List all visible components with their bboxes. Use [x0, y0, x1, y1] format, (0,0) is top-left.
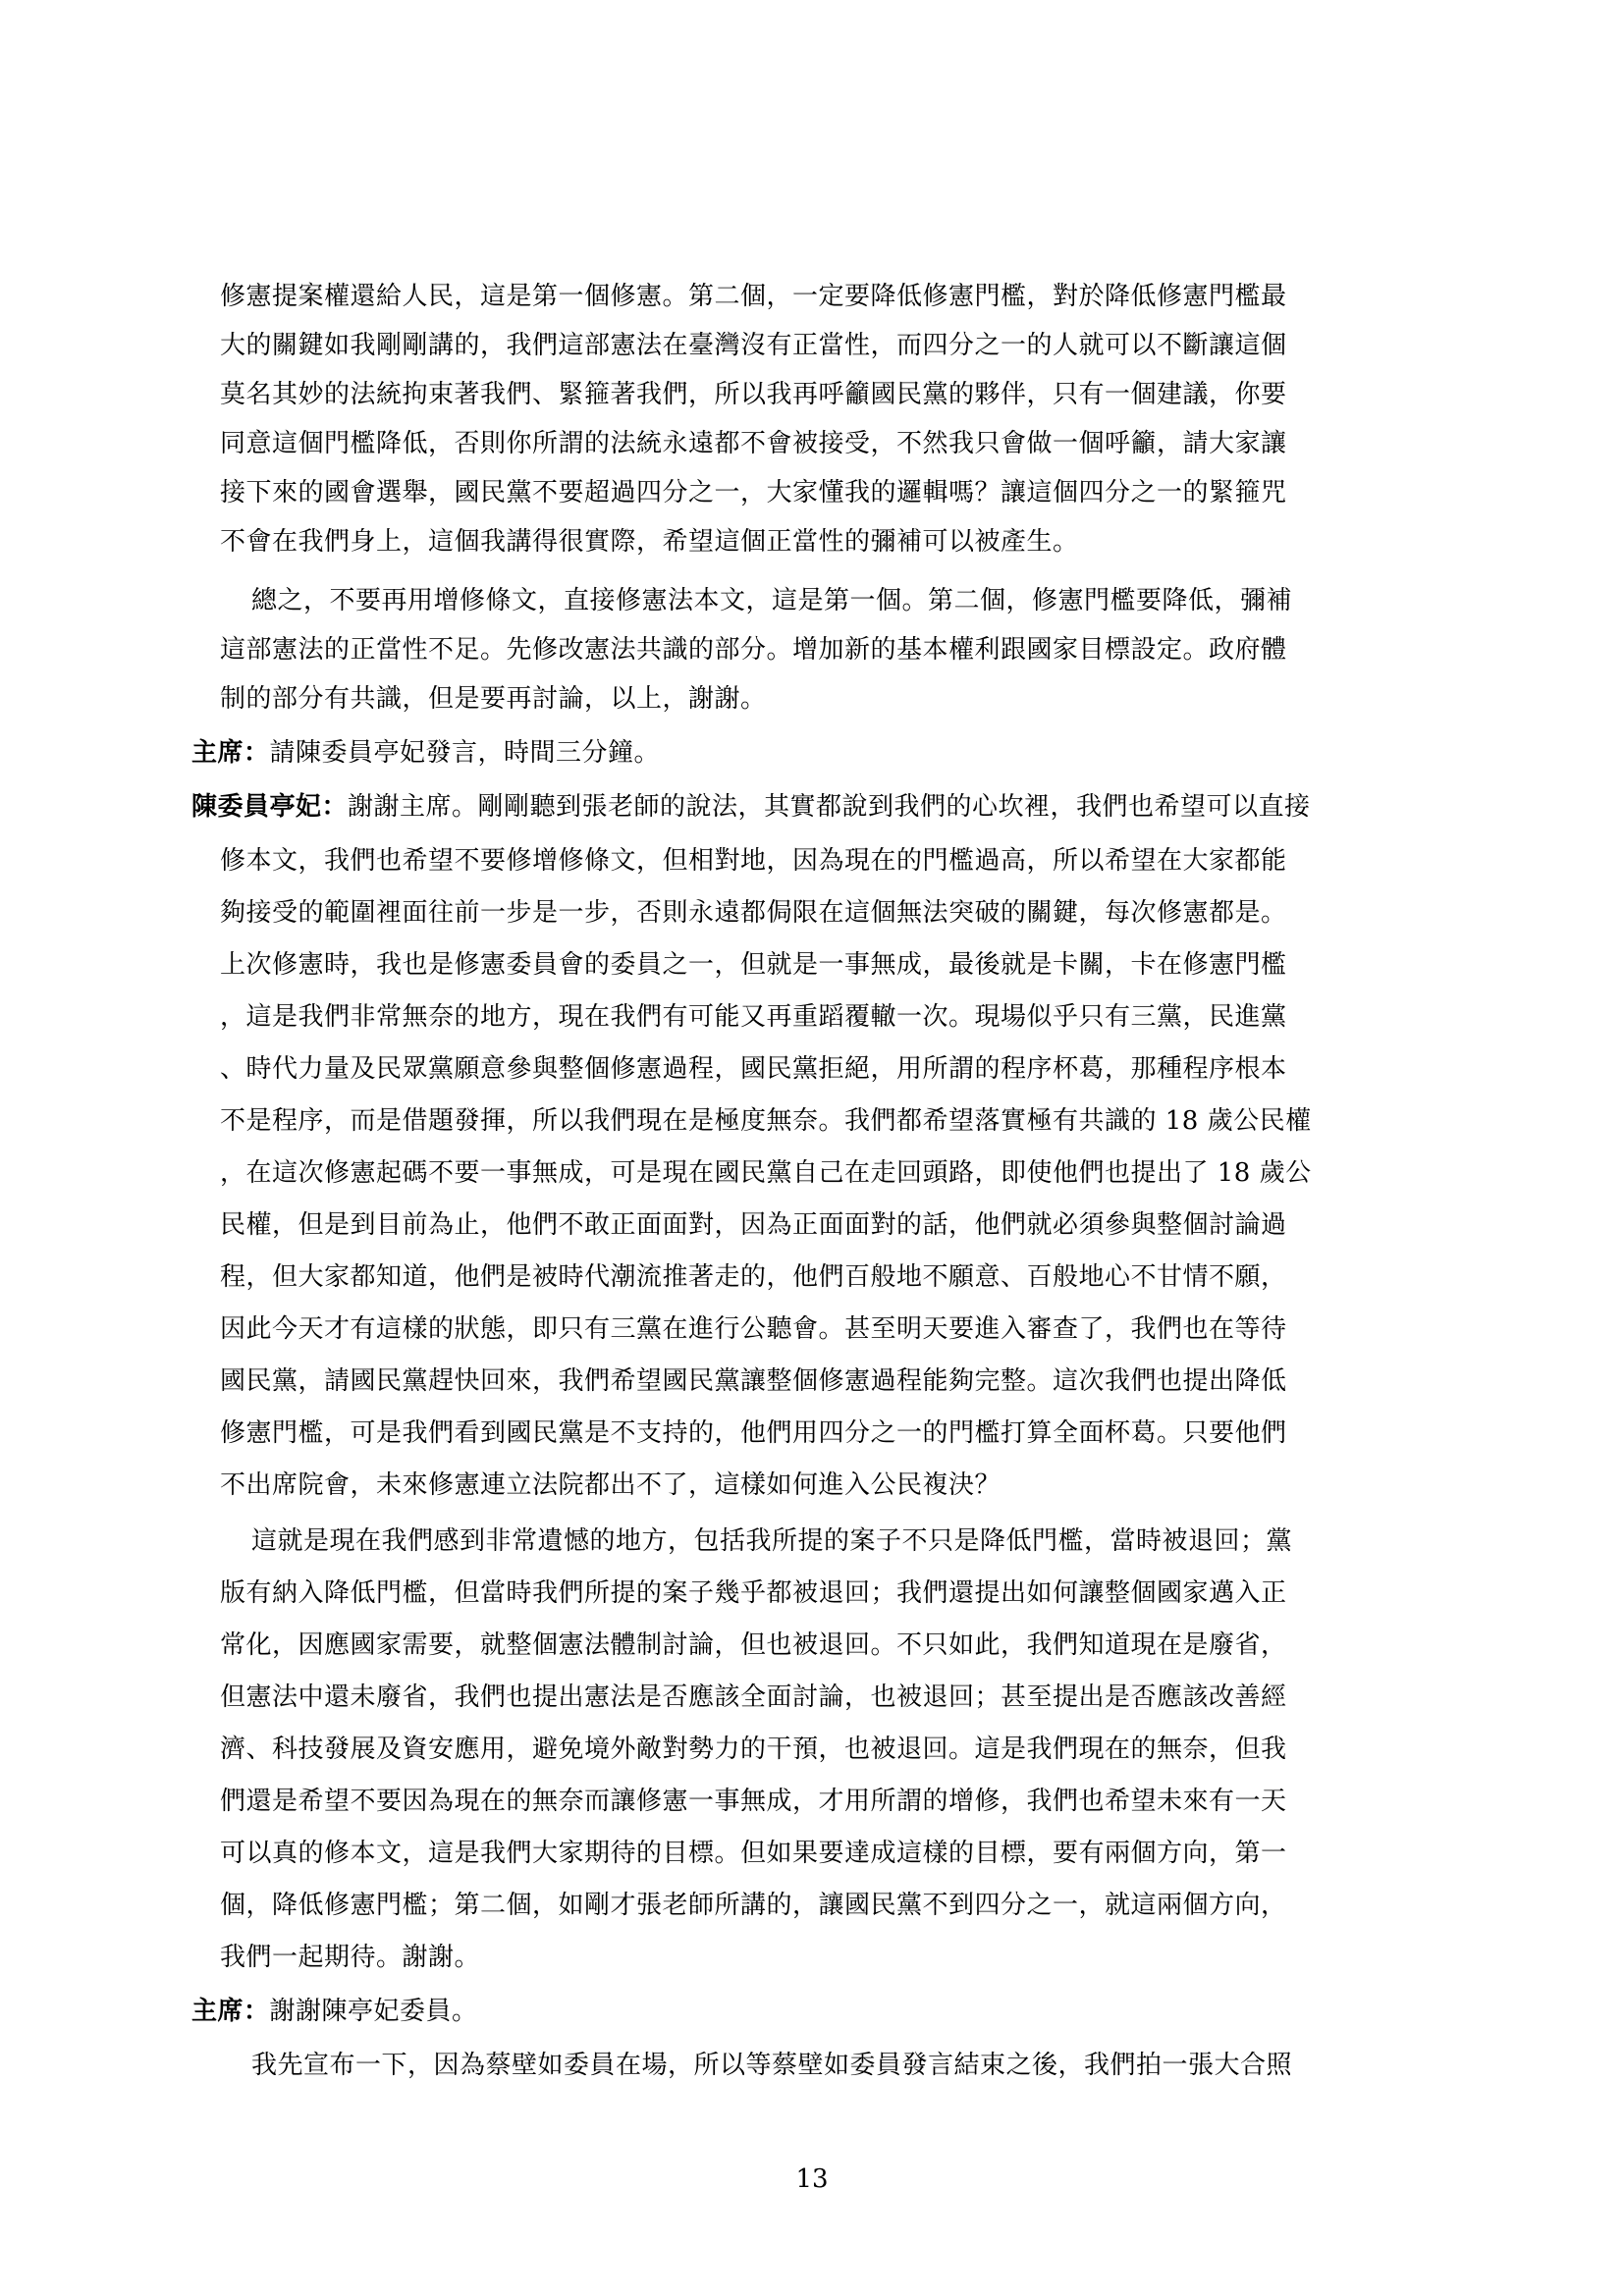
text-line: 夠接受的範圍裡面往前一步是一步，否則永遠都侷限在這個無法突破的關鍵，每次修憲都是。 [220, 898, 1287, 928]
text-line: 、時代力量及民眾黨願意參與整個修憲過程，國民黨拒絕，用所謂的程序杯葛，那種程序根本 [220, 1054, 1287, 1084]
chair-statement [191, 1990, 478, 2033]
text-line: 們還是希望不要因為現在的無奈而讓修憲一事無成，才用所謂的增修，我們也希望未來有一天 [220, 1787, 1287, 1816]
text-line: 修憲門檻，可是我們看到國民黨是不支持的，他們用四分之一的門檻打算全面杯葛。只要他們 [220, 1418, 1287, 1448]
chen-statement-first-line [191, 785, 1311, 828]
text-line: 可以真的修本文，這是我們大家期待的目標。但如果要達成這樣的目標，要有兩個方向，第一 [220, 1839, 1287, 1868]
text-line: 大的關鍵如我剛剛講的，我們這部憲法在臺灣沒有正當性，而四分之一的人就可以不斷讓這個 [220, 331, 1287, 360]
text-line: 修本文，我們也希望不要修增修條文，但相對地，因為現在的門檻過高，所以希望在大家都能 [220, 846, 1287, 876]
text-line: 我們一起期待。謝謝。 [220, 1943, 481, 1972]
text-line: 制的部分有共識，但是要再討論，以上，謝謝。 [220, 684, 767, 714]
text-line: 我先宣布一下，因為蔡壁如委員在場，所以等蔡壁如委員發言結束之後，我們拍一張大合照 [251, 2051, 1293, 2080]
statement-text: 謝謝主席。剛剛聽到張老師的說法，其實都說到我們的心坎裡，我們也希望可以直接 [348, 792, 1311, 822]
text-line: 同意這個門檻降低，否則你所謂的法統永遠都不會被接受，不然我只會做一個呼籲，請大家讓 [220, 429, 1287, 458]
text-line: ，在這次修憲起碼不要一事無成，可是現在國民黨自己在走回頭路，即使他們也提出了 18 歲公 [220, 1158, 1312, 1188]
text-line: ，這是我們非常無奈的地方，現在我們有可能又再重蹈覆轍一次。現場似乎只有三黨，民進黨 [220, 1002, 1287, 1032]
text-line: 接下來的國會選舉，國民黨不要超過四分之一，大家懂我的邏輯嗎？讓這個四分之一的緊箍咒 [220, 478, 1287, 507]
text-line: 修憲提案權還給人民，這是第一個修憲。第二個，一定要降低修憲門檻，對於降低修憲門檻最 [220, 282, 1287, 311]
statement-text: 謝謝陳亭妃委員。 [269, 1997, 478, 2026]
text-line: 民權，但是到目前為止，他們不敢正面面對，因為正面面對的話，他們就必須參與整個討論過 [220, 1210, 1287, 1240]
text-line: 這部憲法的正當性不足。先修改憲法共識的部分。增加新的基本權利跟國家目標設定。政府體 [220, 635, 1287, 665]
speaker-label: 主席： [191, 1997, 270, 2026]
text-line: 程，但大家都知道，他們是被時代潮流推著走的，他們百般地不願意、百般地心不甘情不願， [220, 1262, 1287, 1292]
text-line: 但憲法中還未廢省，我們也提出憲法是否應該全面討論，也被退回；甚至提出是否應該改善經 [220, 1682, 1287, 1712]
text-line: 總之，不要再用增修條文，直接修憲法本文，這是第一個。第二個，修憲門檻要降低，彌補 [251, 586, 1293, 615]
text-line: 這就是現在我們感到非常遺憾的地方，包括我所提的案子不只是降低門檻，當時被退回；黨 [251, 1526, 1293, 1556]
chair-statement [191, 731, 660, 774]
speaker-label: 主席： [191, 738, 270, 768]
text-line: 不是程序，而是借題發揮，所以我們現在是極度無奈。我們都希望落實極有共識的 18 歲公民權 [220, 1106, 1312, 1136]
text-line: 莫名其妙的法統拘束著我們、緊箍著我們，所以我再呼籲國民黨的夥伴，只有一個建議，你要 [220, 380, 1287, 409]
text-line: 不會在我們身上，這個我講得很實際，希望這個正當性的彌補可以被產生。 [220, 527, 1079, 557]
statement-text: 請陳委員亭妃發言，時間三分鐘。 [269, 738, 661, 768]
text-line: 上次修憲時，我也是修憲委員會的委員之一，但就是一事無成，最後就是卡關，卡在修憲門檻 [220, 950, 1287, 980]
speaker-label: 陳委員亭妃： [191, 792, 349, 822]
text-line: 不出席院會，未來修憲連立法院都出不了，這樣如何進入公民複決？ [220, 1470, 1001, 1500]
text-line: 版有納入降低門檻，但當時我們所提的案子幾乎都被退回；我們還提出如何讓整個國家邁入正 [220, 1578, 1287, 1608]
text-line: 濟、科技發展及資安應用，避免境外敵對勢力的干預，也被退回。這是我們現在的無奈，但我 [220, 1735, 1287, 1764]
text-line: 因此今天才有這樣的狀態，即只有三黨在進行公聽會。甚至明天要進入審查了，我們也在等待 [220, 1314, 1287, 1344]
page-number: 13 [795, 2164, 829, 2194]
text-line: 個，降低修憲門檻；第二個，如剛才張老師所講的，讓國民黨不到四分之一，就這兩個方向， [220, 1891, 1287, 1920]
text-line: 國民黨，請國民黨趕快回來，我們希望國民黨讓整個修憲過程能夠完整。這次我們也提出降低 [220, 1366, 1287, 1396]
text-line: 常化，因應國家需要，就整個憲法體制討論，但也被退回。不只如此，我們知道現在是廢省， [220, 1630, 1287, 1660]
